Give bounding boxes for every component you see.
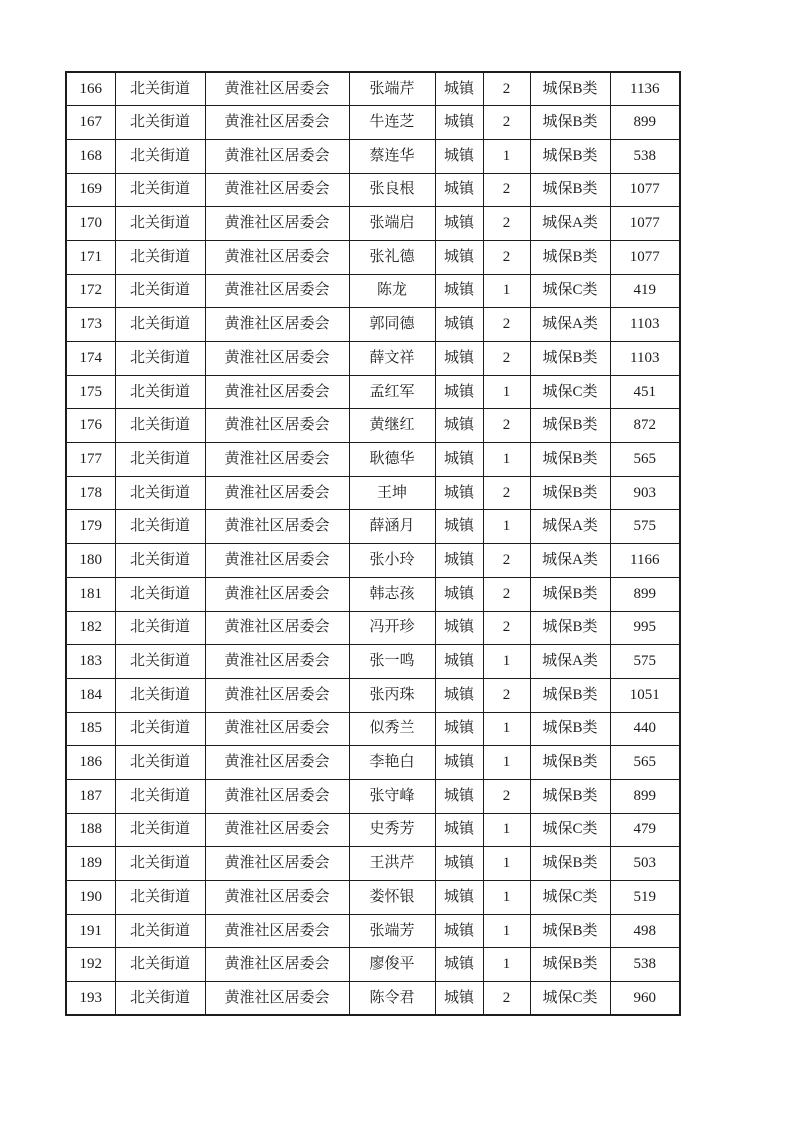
cell-name: 孟红军 — [349, 375, 435, 409]
cell-category: 城保B类 — [530, 746, 610, 780]
cell-amount: 1077 — [610, 207, 680, 241]
cell-index: 189 — [66, 847, 115, 881]
cell-community: 黄淮社区居委会 — [205, 982, 349, 1016]
cell-count: 2 — [483, 207, 530, 241]
cell-category: 城保B类 — [530, 342, 610, 376]
cell-index: 188 — [66, 813, 115, 847]
cell-amount: 519 — [610, 881, 680, 915]
table-row — [66, 510, 680, 544]
cell-community: 黄淮社区居委会 — [205, 914, 349, 948]
cell-index: 180 — [66, 544, 115, 578]
cell-count: 2 — [483, 982, 530, 1016]
cell-street: 北关街道 — [115, 847, 205, 881]
cell-name: 薛涵月 — [349, 510, 435, 544]
cell-amount: 1103 — [610, 342, 680, 376]
cell-residence: 城镇 — [435, 544, 483, 578]
cell-index: 179 — [66, 510, 115, 544]
cell-amount: 575 — [610, 510, 680, 544]
cell-name: 黄继红 — [349, 409, 435, 443]
cell-name: 耿德华 — [349, 443, 435, 477]
table-row — [66, 813, 680, 847]
cell-street: 北关街道 — [115, 476, 205, 510]
cell-count: 1 — [483, 274, 530, 308]
cell-community: 黄淮社区居委会 — [205, 274, 349, 308]
cell-count: 2 — [483, 779, 530, 813]
cell-index: 166 — [66, 72, 115, 106]
cell-amount: 1051 — [610, 678, 680, 712]
cell-amount: 498 — [610, 914, 680, 948]
cell-name: 李艳白 — [349, 746, 435, 780]
cell-community: 黄淮社区居委会 — [205, 813, 349, 847]
cell-residence: 城镇 — [435, 510, 483, 544]
cell-name: 张守峰 — [349, 779, 435, 813]
cell-amount: 419 — [610, 274, 680, 308]
cell-index: 175 — [66, 375, 115, 409]
cell-name: 史秀芳 — [349, 813, 435, 847]
cell-street: 北关街道 — [115, 173, 205, 207]
cell-residence: 城镇 — [435, 847, 483, 881]
table-row — [66, 72, 680, 106]
cell-street: 北关街道 — [115, 139, 205, 173]
table-row — [66, 375, 680, 409]
cell-community: 黄淮社区居委会 — [205, 106, 349, 140]
cell-name: 张礼德 — [349, 240, 435, 274]
cell-count: 1 — [483, 375, 530, 409]
cell-name: 韩志孩 — [349, 577, 435, 611]
benefits-table — [65, 71, 681, 1016]
table-row — [66, 173, 680, 207]
table-row — [66, 207, 680, 241]
cell-category: 城保C类 — [530, 813, 610, 847]
cell-community: 黄淮社区居委会 — [205, 173, 349, 207]
cell-name: 郭同德 — [349, 308, 435, 342]
cell-street: 北关街道 — [115, 948, 205, 982]
cell-street: 北关街道 — [115, 274, 205, 308]
cell-residence: 城镇 — [435, 678, 483, 712]
cell-street: 北关街道 — [115, 375, 205, 409]
cell-category: 城保B类 — [530, 240, 610, 274]
cell-street: 北关街道 — [115, 678, 205, 712]
cell-category: 城保B类 — [530, 779, 610, 813]
cell-category: 城保B类 — [530, 72, 610, 106]
table-row — [66, 645, 680, 679]
cell-name: 娄怀银 — [349, 881, 435, 915]
cell-community: 黄淮社区居委会 — [205, 544, 349, 578]
cell-name: 张丙珠 — [349, 678, 435, 712]
table-row — [66, 139, 680, 173]
cell-category: 城保B类 — [530, 712, 610, 746]
cell-name: 蔡连华 — [349, 139, 435, 173]
cell-residence: 城镇 — [435, 308, 483, 342]
cell-residence: 城镇 — [435, 779, 483, 813]
cell-count: 2 — [483, 173, 530, 207]
table-row — [66, 577, 680, 611]
cell-category: 城保A类 — [530, 510, 610, 544]
cell-name: 冯开珍 — [349, 611, 435, 645]
cell-residence: 城镇 — [435, 342, 483, 376]
cell-index: 185 — [66, 712, 115, 746]
table-row — [66, 611, 680, 645]
table-row — [66, 712, 680, 746]
cell-name: 陈龙 — [349, 274, 435, 308]
cell-name: 陈令君 — [349, 982, 435, 1016]
cell-amount: 575 — [610, 645, 680, 679]
cell-street: 北关街道 — [115, 914, 205, 948]
cell-count: 1 — [483, 443, 530, 477]
cell-index: 171 — [66, 240, 115, 274]
cell-amount: 451 — [610, 375, 680, 409]
cell-amount: 538 — [610, 139, 680, 173]
table-row — [66, 342, 680, 376]
cell-count: 2 — [483, 678, 530, 712]
cell-community: 黄淮社区居委会 — [205, 779, 349, 813]
cell-residence: 城镇 — [435, 375, 483, 409]
cell-count: 1 — [483, 948, 530, 982]
cell-community: 黄淮社区居委会 — [205, 847, 349, 881]
cell-index: 187 — [66, 779, 115, 813]
cell-amount: 565 — [610, 443, 680, 477]
cell-community: 黄淮社区居委会 — [205, 510, 349, 544]
cell-index: 184 — [66, 678, 115, 712]
cell-community: 黄淮社区居委会 — [205, 746, 349, 780]
cell-index: 182 — [66, 611, 115, 645]
cell-street: 北关街道 — [115, 308, 205, 342]
table-row — [66, 746, 680, 780]
cell-category: 城保B类 — [530, 139, 610, 173]
cell-residence: 城镇 — [435, 139, 483, 173]
cell-index: 177 — [66, 443, 115, 477]
cell-count: 2 — [483, 611, 530, 645]
table-row — [66, 544, 680, 578]
cell-community: 黄淮社区居委会 — [205, 881, 349, 915]
cell-name: 张端芹 — [349, 72, 435, 106]
cell-index: 170 — [66, 207, 115, 241]
cell-index: 191 — [66, 914, 115, 948]
cell-street: 北关街道 — [115, 813, 205, 847]
cell-count: 1 — [483, 510, 530, 544]
cell-amount: 503 — [610, 847, 680, 881]
cell-category: 城保B类 — [530, 476, 610, 510]
cell-residence: 城镇 — [435, 881, 483, 915]
cell-street: 北关街道 — [115, 510, 205, 544]
cell-amount: 1077 — [610, 240, 680, 274]
cell-index: 168 — [66, 139, 115, 173]
cell-residence: 城镇 — [435, 611, 483, 645]
cell-amount: 1077 — [610, 173, 680, 207]
cell-count: 2 — [483, 240, 530, 274]
cell-street: 北关街道 — [115, 342, 205, 376]
cell-category: 城保A类 — [530, 645, 610, 679]
cell-street: 北关街道 — [115, 881, 205, 915]
cell-amount: 899 — [610, 106, 680, 140]
cell-count: 2 — [483, 72, 530, 106]
cell-category: 城保B类 — [530, 443, 610, 477]
cell-street: 北关街道 — [115, 982, 205, 1016]
cell-community: 黄淮社区居委会 — [205, 207, 349, 241]
cell-amount: 440 — [610, 712, 680, 746]
cell-count: 1 — [483, 813, 530, 847]
cell-residence: 城镇 — [435, 173, 483, 207]
cell-index: 173 — [66, 308, 115, 342]
cell-category: 城保B类 — [530, 948, 610, 982]
cell-residence: 城镇 — [435, 274, 483, 308]
cell-count: 1 — [483, 847, 530, 881]
cell-count: 2 — [483, 308, 530, 342]
cell-residence: 城镇 — [435, 207, 483, 241]
cell-count: 2 — [483, 577, 530, 611]
cell-street: 北关街道 — [115, 207, 205, 241]
cell-count: 1 — [483, 645, 530, 679]
cell-category: 城保B类 — [530, 678, 610, 712]
cell-name: 张端启 — [349, 207, 435, 241]
cell-count: 1 — [483, 914, 530, 948]
cell-count: 2 — [483, 409, 530, 443]
benefits-table-body — [66, 72, 680, 1015]
cell-community: 黄淮社区居委会 — [205, 577, 349, 611]
cell-index: 169 — [66, 173, 115, 207]
cell-street: 北关街道 — [115, 712, 205, 746]
cell-residence: 城镇 — [435, 577, 483, 611]
cell-amount: 872 — [610, 409, 680, 443]
cell-category: 城保A类 — [530, 207, 610, 241]
table-row — [66, 308, 680, 342]
cell-category: 城保B类 — [530, 611, 610, 645]
table-row — [66, 847, 680, 881]
cell-index: 172 — [66, 274, 115, 308]
cell-community: 黄淮社区居委会 — [205, 72, 349, 106]
cell-residence: 城镇 — [435, 240, 483, 274]
cell-community: 黄淮社区居委会 — [205, 611, 349, 645]
cell-street: 北关街道 — [115, 779, 205, 813]
cell-community: 黄淮社区居委会 — [205, 645, 349, 679]
cell-index: 181 — [66, 577, 115, 611]
cell-name: 张良根 — [349, 173, 435, 207]
table-row — [66, 678, 680, 712]
table-row — [66, 779, 680, 813]
cell-name: 王洪芹 — [349, 847, 435, 881]
cell-category: 城保B类 — [530, 409, 610, 443]
cell-residence: 城镇 — [435, 914, 483, 948]
cell-residence: 城镇 — [435, 106, 483, 140]
cell-community: 黄淮社区居委会 — [205, 308, 349, 342]
cell-residence: 城镇 — [435, 982, 483, 1016]
cell-residence: 城镇 — [435, 409, 483, 443]
cell-index: 186 — [66, 746, 115, 780]
cell-count: 1 — [483, 881, 530, 915]
cell-category: 城保B类 — [530, 914, 610, 948]
cell-street: 北关街道 — [115, 72, 205, 106]
cell-count: 1 — [483, 746, 530, 780]
cell-amount: 538 — [610, 948, 680, 982]
cell-community: 黄淮社区居委会 — [205, 375, 349, 409]
cell-street: 北关街道 — [115, 409, 205, 443]
table-row — [66, 881, 680, 915]
cell-street: 北关街道 — [115, 443, 205, 477]
cell-index: 167 — [66, 106, 115, 140]
cell-name: 张一鸣 — [349, 645, 435, 679]
cell-category: 城保C类 — [530, 274, 610, 308]
cell-amount: 995 — [610, 611, 680, 645]
cell-category: 城保B类 — [530, 847, 610, 881]
table-row — [66, 274, 680, 308]
cell-index: 174 — [66, 342, 115, 376]
cell-community: 黄淮社区居委会 — [205, 409, 349, 443]
table-row — [66, 914, 680, 948]
cell-community: 黄淮社区居委会 — [205, 678, 349, 712]
cell-index: 183 — [66, 645, 115, 679]
cell-community: 黄淮社区居委会 — [205, 712, 349, 746]
cell-name: 张端芳 — [349, 914, 435, 948]
cell-name: 廖俊平 — [349, 948, 435, 982]
cell-residence: 城镇 — [435, 712, 483, 746]
cell-street: 北关街道 — [115, 240, 205, 274]
cell-category: 城保C类 — [530, 881, 610, 915]
cell-index: 192 — [66, 948, 115, 982]
cell-category: 城保B类 — [530, 173, 610, 207]
cell-residence: 城镇 — [435, 746, 483, 780]
cell-residence: 城镇 — [435, 948, 483, 982]
cell-category: 城保B类 — [530, 577, 610, 611]
cell-community: 黄淮社区居委会 — [205, 476, 349, 510]
cell-category: 城保C类 — [530, 375, 610, 409]
cell-residence: 城镇 — [435, 645, 483, 679]
cell-amount: 1136 — [610, 72, 680, 106]
cell-amount: 960 — [610, 982, 680, 1016]
cell-community: 黄淮社区居委会 — [205, 443, 349, 477]
cell-count: 2 — [483, 342, 530, 376]
cell-street: 北关街道 — [115, 577, 205, 611]
table-row — [66, 982, 680, 1016]
table-row — [66, 948, 680, 982]
table-row — [66, 409, 680, 443]
cell-category: 城保A类 — [530, 308, 610, 342]
cell-name: 薛文祥 — [349, 342, 435, 376]
table-row — [66, 476, 680, 510]
cell-amount: 1103 — [610, 308, 680, 342]
cell-amount: 479 — [610, 813, 680, 847]
cell-street: 北关街道 — [115, 544, 205, 578]
cell-community: 黄淮社区居委会 — [205, 342, 349, 376]
cell-index: 178 — [66, 476, 115, 510]
cell-street: 北关街道 — [115, 106, 205, 140]
cell-name: 王坤 — [349, 476, 435, 510]
cell-category: 城保B类 — [530, 106, 610, 140]
cell-index: 193 — [66, 982, 115, 1016]
cell-street: 北关街道 — [115, 645, 205, 679]
cell-street: 北关街道 — [115, 611, 205, 645]
cell-category: 城保A类 — [530, 544, 610, 578]
table-row — [66, 240, 680, 274]
cell-amount: 565 — [610, 746, 680, 780]
cell-amount: 903 — [610, 476, 680, 510]
cell-name: 张小玲 — [349, 544, 435, 578]
cell-amount: 899 — [610, 577, 680, 611]
cell-count: 2 — [483, 476, 530, 510]
table-row — [66, 106, 680, 140]
cell-index: 176 — [66, 409, 115, 443]
cell-residence: 城镇 — [435, 72, 483, 106]
cell-count: 2 — [483, 544, 530, 578]
cell-count: 1 — [483, 139, 530, 173]
cell-community: 黄淮社区居委会 — [205, 139, 349, 173]
cell-count: 2 — [483, 106, 530, 140]
cell-residence: 城镇 — [435, 813, 483, 847]
cell-community: 黄淮社区居委会 — [205, 948, 349, 982]
cell-street: 北关街道 — [115, 746, 205, 780]
table-row — [66, 443, 680, 477]
cell-amount: 1166 — [610, 544, 680, 578]
cell-residence: 城镇 — [435, 476, 483, 510]
cell-residence: 城镇 — [435, 443, 483, 477]
cell-count: 1 — [483, 712, 530, 746]
cell-name: 牛连芝 — [349, 106, 435, 140]
cell-category: 城保C类 — [530, 982, 610, 1016]
cell-index: 190 — [66, 881, 115, 915]
cell-community: 黄淮社区居委会 — [205, 240, 349, 274]
cell-name: 似秀兰 — [349, 712, 435, 746]
cell-amount: 899 — [610, 779, 680, 813]
